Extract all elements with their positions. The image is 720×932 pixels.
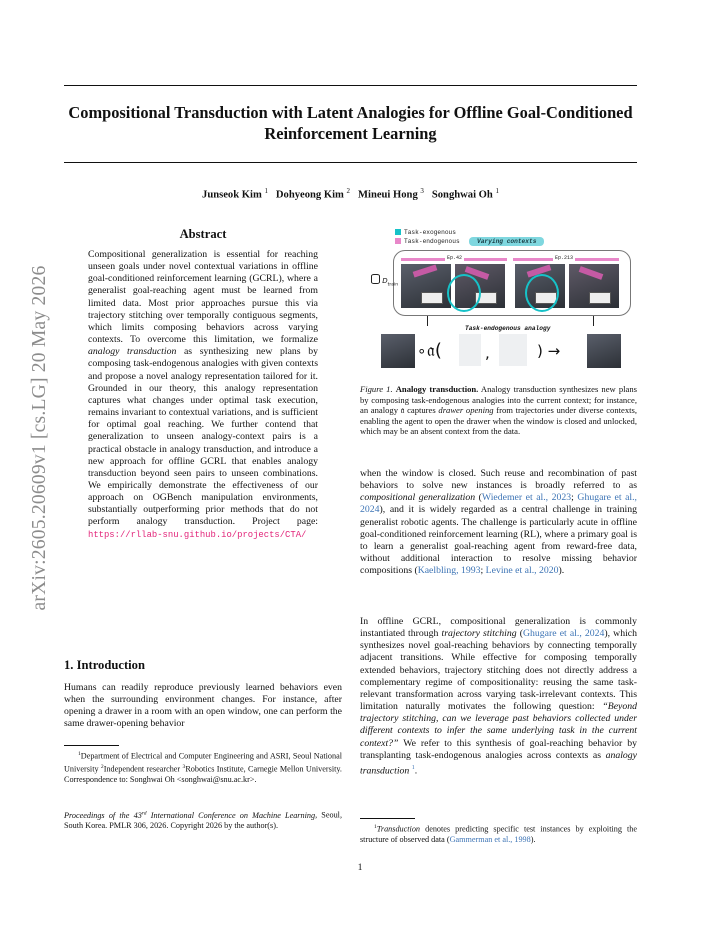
author-affiliation: 2	[346, 187, 351, 195]
footnote-text: Independent researcher	[103, 764, 183, 774]
footnote-rule	[360, 818, 415, 819]
author-name: Dohyeong Kim	[275, 189, 344, 201]
body-paragraph	[360, 468, 637, 577]
comma-symbol: ,	[485, 344, 490, 362]
project-page-link[interactable]: https://rllab-snu.github.io/projects/CTA/	[88, 529, 307, 540]
author-affiliation: 3	[420, 187, 424, 195]
citation-link[interactable]: Levine et al., 2020	[485, 565, 559, 577]
body-paragraph	[360, 616, 637, 777]
research-question: “Beyond trajectory stitching, can we leverage past behaviors collected under different contexts to infer the same underlying task in the current context?”	[360, 701, 637, 749]
citation-link[interactable]: Wiedemer et al., 2023	[481, 492, 572, 504]
author-affiliation: 1	[264, 187, 268, 195]
caption-label: Figure 1.	[360, 384, 393, 394]
author-list	[64, 187, 637, 201]
dataset-subscript: train	[387, 282, 399, 288]
body-text: ;	[571, 492, 578, 504]
footnote-marker-link[interactable]: 1	[411, 764, 415, 771]
legend-label: Task-endogenous	[404, 238, 460, 245]
author-name: Junseok Kim	[202, 189, 262, 201]
body-text: when the window is closed. Such reuse and recombination of past behaviors to solve new instances is broadly referred to as	[360, 468, 637, 492]
body-text: ).	[558, 565, 565, 577]
title-bottom-rule	[64, 162, 637, 163]
abstract-text: as synthesizing new plans by composing task-endogenous analogies with given contexts and propose a novel analogy representation tailored for it. Grounded in our theory, this analogy representation captures what changes under optimal task execution, remains invariant to contextual variations, and is sufficient for optimal goal reaching. We further contend that generalization to unseen analogy-context pairs is a practical obstacle in analogy transduction, and introduce a new approach for offline GCRL that enables analogy transduction beyond seen pairs to unseen combinations. We empirically demonstrate the effectiveness of our approach on OGBench manipulation environments, substantially outperforming prior methods that do not perform analogy transduction. Project page:	[88, 346, 318, 528]
footnote-marker: 3	[182, 763, 186, 770]
analogy-end-frame	[499, 334, 527, 366]
footnote-text: Robotics Institute, Carnegie Mellon University. Correspondence to: Songhwai Oh <songhwai@snu.ac.kr>.	[64, 764, 342, 784]
figure-analogy-transduction	[365, 224, 635, 374]
footnote-rule	[64, 745, 119, 746]
body-emphasis: trajectory stitching	[441, 628, 517, 640]
legend-swatch-endogenous	[395, 238, 401, 244]
drawer-icon	[589, 292, 611, 304]
analogy-start-frame	[459, 334, 481, 366]
proceedings-text: , Seoul, South Korea. PMLR 306, 2026. Copyright 2026 by the author(s).	[64, 810, 343, 830]
context-highlight-ring	[525, 274, 559, 312]
arrow-down	[593, 316, 594, 326]
proceedings-note	[64, 808, 342, 831]
transduction-footnote	[360, 822, 637, 845]
footnote-marker: 1	[374, 824, 377, 830]
proceedings-ordinal-suffix: rd	[141, 810, 147, 816]
footnote-text: ).	[530, 834, 536, 844]
episode-label: Ep.42	[447, 255, 463, 261]
abstract-body	[88, 249, 318, 541]
body-text: In offline GCRL, compositional generalization is commonly instantiated through	[360, 616, 637, 640]
citation-link[interactable]: Kaelbling, 1993	[417, 565, 481, 577]
footnote-marker: 1	[78, 751, 81, 757]
figure-caption	[360, 384, 637, 437]
drawer-icon	[421, 292, 443, 304]
abstract-heading: Abstract	[179, 227, 227, 241]
page-number: 1	[357, 862, 363, 873]
database-icon	[371, 274, 380, 284]
compose-symbol: ∘	[417, 342, 427, 360]
body-text: .	[414, 765, 418, 777]
body-emphasis: compositional generalization	[360, 492, 476, 504]
context-highlight-ring	[447, 274, 481, 312]
legend-swatch-exogenous	[395, 229, 401, 235]
dataset-label	[371, 274, 398, 287]
footnote-text: denotes predicting specific test instances by exploiting the structure of observed data (	[360, 824, 637, 844]
legend-exogenous	[395, 229, 456, 236]
body-text: ), and it is widely regarded as a central challenge in training generalist robotic agents. The challenge is particularly acute in offline goal-conditioned reinforcement learning (RL), where a primary goal is to learn a generalist goal-reaching agent from reward-free data, without additional interaction to resolve missing behavior compositions (	[360, 504, 637, 577]
author-name: Songhwai Oh	[431, 189, 493, 201]
citation-link[interactable]: Ghugare et al., 2024	[360, 492, 637, 516]
body-emphasis: analogy transduction	[360, 749, 637, 777]
varying-contexts-tag: Varying contexts	[469, 237, 544, 246]
caption-title: Analogy transduction.	[395, 384, 479, 394]
analogy-function-symbol: 𝔞(	[427, 340, 442, 361]
proceedings-ordinal: 43	[133, 810, 142, 820]
result-frame	[587, 334, 621, 368]
footnote-marker: 2	[100, 763, 104, 770]
dataset-symbol: D	[382, 277, 388, 285]
citation-link[interactable]: Gammerman et al., 1998	[449, 834, 531, 844]
author-name: Mineui Hong	[358, 189, 418, 201]
arrow-down	[427, 316, 428, 326]
proceedings-text: International Conference on Machine Learning	[146, 810, 316, 820]
body-text: ;	[480, 565, 486, 577]
body-text: (	[516, 628, 524, 640]
abstract-text: Compositional generalization is essential for reaching unseen goals under novel contextual variations in offline goal-conditioned reinforcement learning (GCRL), where a generalist goal-reaching agent must be learned from limited data. Most prior approaches pursue this via trajectory stitching over temporally contiguous segments, which limits composing behaviors across varying contexts. To overcome this limitation, we formalize	[88, 249, 318, 346]
current-context-frame	[381, 334, 415, 368]
arxiv-identifier: arXiv:2605.20609v1 [cs.LG] 20 May 2026	[29, 265, 50, 611]
citation-link[interactable]: Ghugare et al., 2024	[523, 628, 605, 640]
caption-emphasis: drawer opening	[438, 405, 494, 416]
title-top-rule	[64, 85, 637, 86]
section-heading-introduction: 1. Introduction	[64, 658, 145, 672]
caption-text: Analogy transduction synthesizes new plans by composing task-endogenous analogies into the current context; for instance, an analogy 𝔞 captures	[360, 384, 637, 416]
episode-label: Ep.213	[555, 255, 574, 261]
analogy-label: Task-endogenous analogy	[465, 325, 551, 332]
caption-text: from trajectories under diverse contexts, enabling the agent to open the drawer when the window is closed and unlocked, which may be an absent context from the data.	[360, 405, 638, 437]
body-text: (	[475, 492, 482, 504]
author-affiliation: 1	[495, 187, 499, 195]
body-text: We refer to this synthesis of goal-reaching behavior by transplanting task-endogenous analogies across contexts as	[360, 737, 637, 761]
paper-title: Compositional Transduction with Latent Analogies for Offline Goal-Conditioned Reinforcement Learning	[68, 103, 633, 143]
footnote-text: Department of Electrical and Computer Engineering and ASRI, Seoul National University	[64, 751, 342, 774]
result-arrow: ) →	[537, 342, 561, 360]
intro-paragraph: Humans can readily reproduce previously learned behaviors even when the surrounding environment changes. For instance, after opening a drawer in a room with an open window, one can perform the same drawer-opening behavior	[64, 682, 342, 730]
legend-endogenous	[395, 238, 460, 245]
footnote-emphasis: Transduction	[376, 824, 421, 834]
legend-label: Task-exogenous	[404, 229, 456, 236]
affiliation-footnote	[64, 749, 342, 785]
body-text: ), which synthesizes novel goal-reaching behaviors by connecting temporally adjacent transitions. While effective for composing temporally extended behaviors, trajectory stitching does not directly address a complementary regime of compositionality: reusing the same task-relevant transformation across varying task-irrelevant contexts. This limitation naturally motivates the following question:	[360, 628, 637, 713]
abstract-emphasis: analogy transduction	[88, 346, 177, 358]
proceedings-text: Proceedings of the	[64, 810, 134, 820]
